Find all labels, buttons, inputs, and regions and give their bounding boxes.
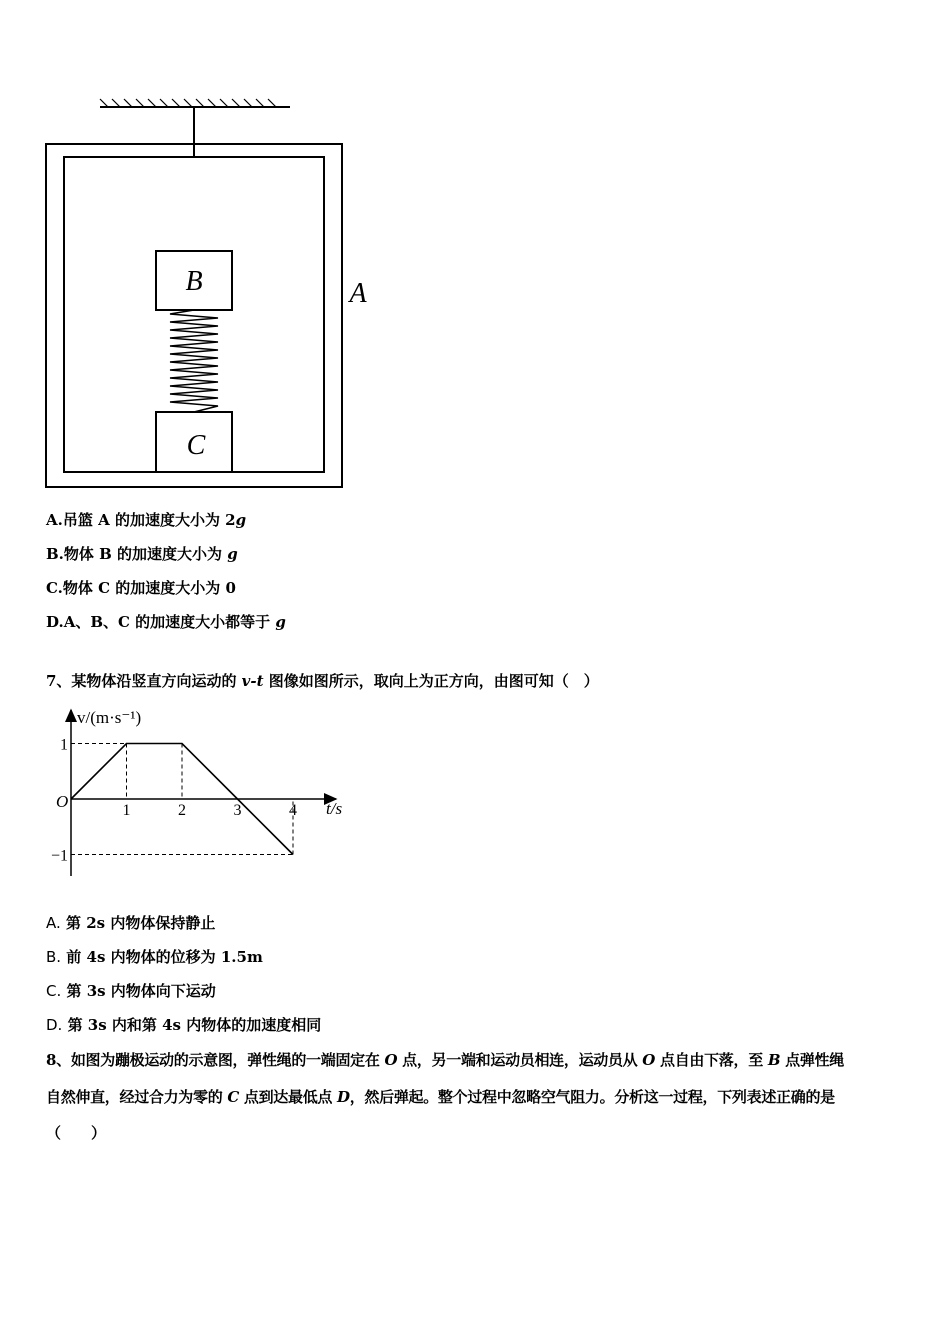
q7-option-a-letter: A. <box>46 914 61 932</box>
q8-text-seg: 8、如图为蹦极运动的示意图，弹性绳的一端固定在 <box>46 1051 385 1069</box>
q7-stem-var: v-t <box>241 672 264 690</box>
y-axis-label: v/(m·s⁻¹) <box>77 708 142 727</box>
q7-stem-after: 图像如图所示，取向上为正方向，由图可知（ ） <box>263 672 599 690</box>
q6-option-b[interactable] <box>46 544 238 564</box>
x-tick-label: 4 <box>289 802 297 819</box>
q7-option-c[interactable] <box>46 981 216 1001</box>
q6-option-c[interactable] <box>46 578 236 598</box>
q8-text-seg: 点到达最低点 <box>238 1088 338 1106</box>
q8-text-seg: 点自由下落，至 <box>655 1051 768 1069</box>
q7-option-a[interactable] <box>46 913 215 933</box>
q8-point-o: O <box>642 1051 656 1069</box>
q7-option-b[interactable] <box>46 947 263 967</box>
x-axis-label: t/s <box>326 799 343 818</box>
q7-option-c-text: 第 3s 内物体向下运动 <box>66 982 216 1000</box>
q6-option-c-text: C.物体 C 的加速度大小为 0 <box>46 579 236 597</box>
y-tick-label: 1 <box>60 736 68 754</box>
basket-spring-figure <box>40 90 380 495</box>
q8-text-seg: 点弹性绳 <box>780 1051 844 1069</box>
q7-option-b-letter: B. <box>46 948 62 966</box>
q8-stem-line-2 <box>46 1087 835 1107</box>
x-tick-label: 2 <box>178 802 186 819</box>
basket-label: A <box>349 278 367 309</box>
q8-point-o: O <box>384 1051 398 1069</box>
q7-option-a-text: 第 2s 内物体保持静止 <box>66 914 216 932</box>
q6-option-a-var: g <box>235 511 247 529</box>
q6-option-b-var: g <box>227 545 238 563</box>
q8-point-c: C <box>227 1088 239 1106</box>
ceiling-hatching <box>100 99 276 107</box>
q8-blank-text: （ ） <box>46 1124 107 1142</box>
q7-option-b-text: 前 4s 内物体的位移为 1.5m <box>66 948 263 966</box>
x-tick-label: 3 <box>233 802 242 819</box>
q7-option-c-letter: C. <box>46 982 62 1000</box>
q8-text-seg: ，然后弹起。整个过程中忽略空气阻力。分析这一过程，下列表述正确的是 <box>349 1088 835 1106</box>
q7-stem-before: 7、某物体沿竖直方向运动的 <box>46 672 242 690</box>
vt-chart <box>40 700 360 885</box>
q7-stem <box>46 671 599 691</box>
block-c-label: C <box>186 430 206 461</box>
q8-text-seg: 点，另一端和运动员相连，运动员从 <box>397 1051 643 1069</box>
x-tick-label: 1 <box>122 802 131 819</box>
q8-text-seg: 自然伸直，经过合力为零的 <box>46 1088 228 1106</box>
q7-option-d-letter: D. <box>46 1016 63 1034</box>
spring <box>170 310 218 412</box>
q8-point-d: D <box>337 1088 350 1106</box>
q6-option-d-var: g <box>275 613 286 631</box>
q6-option-a[interactable] <box>46 510 246 530</box>
q7-option-d[interactable] <box>46 1015 321 1035</box>
q8-point-b: B <box>767 1051 781 1069</box>
q7-option-d-text: 第 3s 内和第 4s 内物体的加速度相同 <box>67 1016 322 1034</box>
q8-answer-blank[interactable] <box>46 1123 106 1143</box>
q6-option-a-text: A.吊篮 A 的加速度大小为 2 <box>46 511 236 529</box>
q6-option-b-text: B.物体 B 的加速度大小为 <box>46 545 228 563</box>
q6-option-d-text: D.A、B、C 的加速度大小都等于 <box>46 613 276 631</box>
q6-option-d[interactable] <box>46 612 286 632</box>
y-tick-label: −1 <box>50 847 68 865</box>
origin-label: O <box>56 792 69 811</box>
q8-stem-line-1 <box>46 1050 844 1070</box>
block-b-label: B <box>185 266 203 297</box>
